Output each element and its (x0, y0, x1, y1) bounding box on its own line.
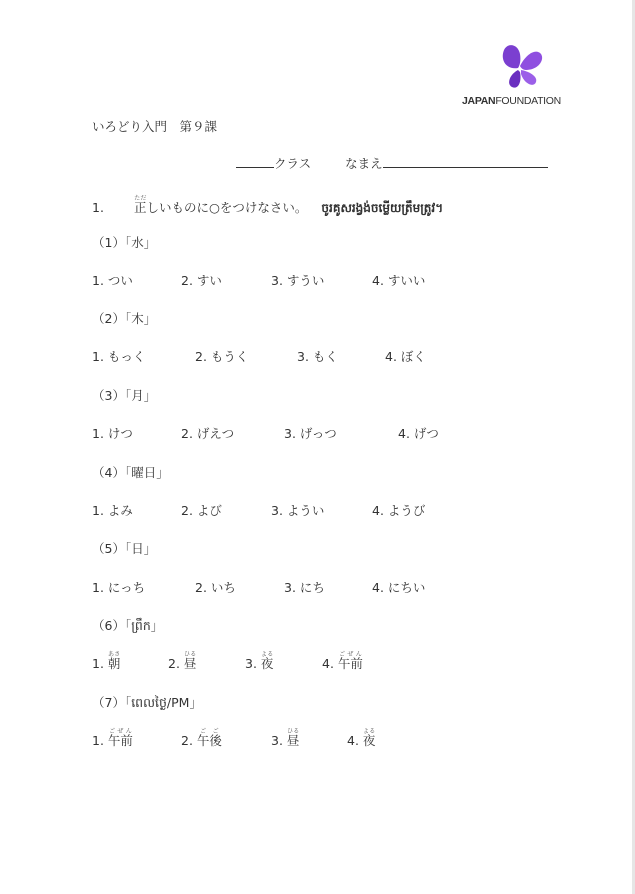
japan-foundation-logo (462, 40, 561, 110)
option[interactable]: 3. 昼ひる (271, 728, 300, 748)
option[interactable]: 4. 夜よる (347, 728, 376, 748)
option[interactable]: 4. げつ (398, 426, 439, 441)
butterfly-logo-icon (496, 40, 544, 90)
option[interactable]: 2. いち (195, 580, 236, 595)
question-label: （4）「曜日」 (92, 465, 169, 480)
option[interactable]: 3. もく (297, 349, 338, 364)
option[interactable]: 2. 昼ひる (168, 651, 197, 671)
option[interactable]: 4. すいい (372, 273, 426, 288)
option[interactable]: 3. 夜よる (245, 651, 274, 671)
option[interactable]: 2. もうく (195, 349, 249, 364)
option[interactable]: 4. ぼく (385, 349, 426, 364)
question-label: （5）「日」 (92, 541, 157, 556)
name-blank[interactable] (383, 155, 548, 168)
logo-text: JAPANFOUNDATION (462, 95, 561, 107)
option[interactable]: 4. 午前ごぜん (322, 651, 363, 671)
option[interactable]: 1. よみ (92, 503, 133, 518)
class-blank[interactable] (236, 155, 274, 168)
question-label: （2）「木」 (92, 311, 157, 326)
option[interactable]: 1. つい (92, 273, 133, 288)
option[interactable]: 3. すうい (271, 273, 325, 288)
option[interactable]: 1. 午前ごぜん (92, 728, 133, 748)
option[interactable]: 2. げえつ (181, 426, 235, 441)
course-title: いろどり入門 第９課 (92, 119, 218, 134)
option[interactable]: 1. にっち (92, 580, 146, 595)
question-number: 1. (92, 200, 104, 215)
instruction-kanji: 正ただ (134, 195, 147, 215)
option[interactable]: 4. ようび (372, 503, 426, 518)
option[interactable]: 1. けつ (92, 426, 133, 441)
question-label: （7）「ពេលថ្ងៃ/PM」 (92, 695, 202, 710)
class-name-line (236, 154, 548, 172)
instruction-text: しいものに○をつけなさい。 (146, 200, 308, 215)
class-label: クラス (274, 156, 312, 171)
question-label: （6）「ព្រឹក」 (92, 618, 164, 633)
question-label: （1）「水」 (92, 235, 157, 250)
name-label: なまえ (345, 156, 383, 171)
option[interactable]: 2. すい (181, 273, 222, 288)
instruction-khmer: ចូរគូសរង្វង់ចម្លើយត្រឹមត្រូវ។ (321, 201, 444, 215)
option[interactable]: 1. 朝あさ (92, 651, 121, 671)
instruction (92, 195, 443, 218)
question-label: （3）「月」 (92, 388, 157, 403)
option[interactable]: 3. げっつ (284, 426, 337, 441)
option[interactable]: 4. にちい (372, 580, 426, 595)
option[interactable]: 2. よび (181, 503, 222, 518)
option[interactable]: 2. 午後ごご (181, 728, 222, 748)
option[interactable]: 1. もっく (92, 349, 146, 364)
option[interactable]: 3. にち (284, 580, 325, 595)
option[interactable]: 3. ようい (271, 503, 325, 518)
